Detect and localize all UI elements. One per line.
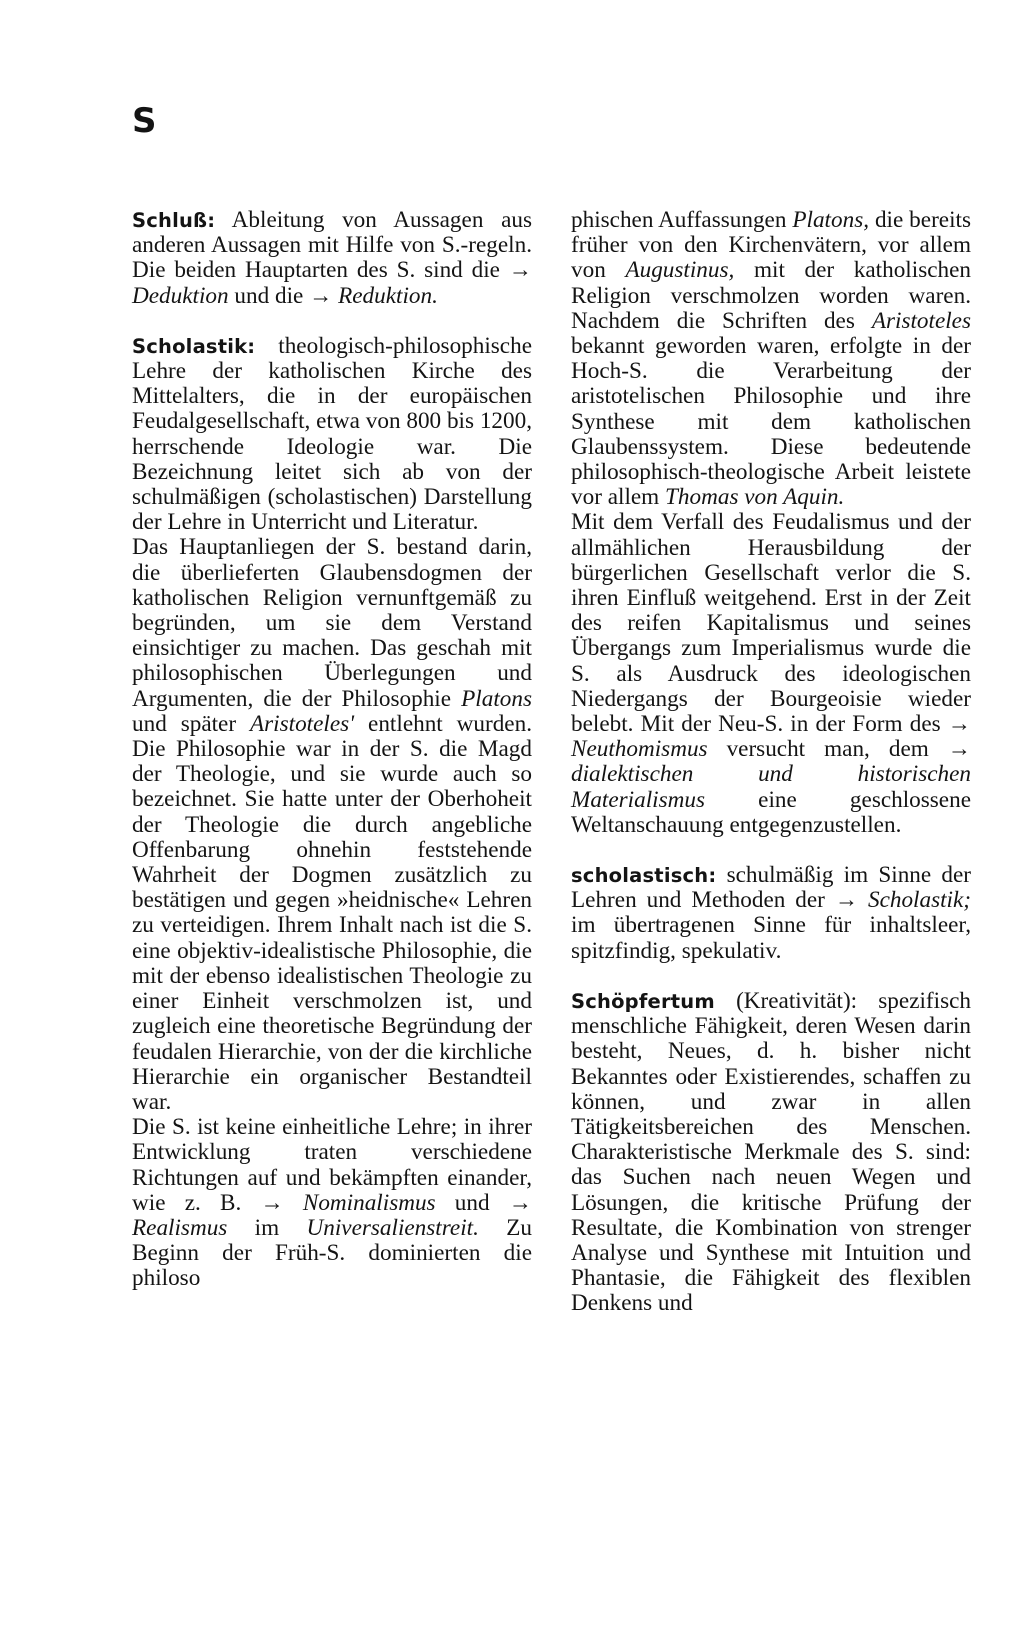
entry-headword: Schöpfertum — [571, 989, 715, 1013]
scholastik-paragraph-3 — [132, 1115, 532, 1291]
entry-text: phischen Auffassungen — [571, 207, 793, 233]
cross-reference-term: Augustinus, — [625, 257, 735, 284]
entry-scholastisch — [571, 863, 971, 964]
entry-headword: Scholastik: — [132, 334, 256, 358]
cross-reference-term: Aristoteles — [871, 307, 971, 334]
entry-text: mit der katholischen Religion verschmolzen worden waren. Nachdem die Schriften des — [571, 257, 971, 334]
entry-text: theologisch-philosophische Lehre der katholischen Kirche des Mittelalters, die in der europäischen Feudalgesellschaft, etwa von 800 bis 1200, herrschende Ideologie war. Die Bezeichnung leitet sich ab von der schulmäßigen (scholastischen) Darstellung der Lehre in Unterricht und Literatur. — [132, 332, 532, 536]
cross-reference-term: Realismus — [132, 1214, 228, 1241]
section-letter: S — [132, 101, 157, 141]
cross-reference-term: Universalienstreit. — [306, 1214, 479, 1241]
cross-reference-term: Nominalismus — [302, 1189, 436, 1216]
entry-headword: Schluß: — [132, 209, 216, 232]
entry-text: versucht man, dem → — [707, 736, 971, 763]
entry-text: Mit dem Verfall des Feudalismus und der allmählichen Herausbildung der bürgerlichen Gesellschaft verlor die S. ihren Einfluß weitgehend. Erst in der Zeit des reifen Kapitalismus und seines Übergangs zum Imperialismus wurde die S. als Ausdruck des ideologischen Niedergangs der Bourgeoisie wieder belebt. Mit der Neu-S. in der Form des → — [571, 509, 971, 738]
entry-headword: scholastisch: — [571, 864, 717, 888]
entry-text: die bereits früher von den Kirchenvätern, vor allem von — [571, 207, 971, 284]
entry-scholastik — [132, 334, 532, 536]
cross-reference-term: Deduktion — [132, 282, 229, 309]
scholastik-paragraph-2 — [132, 535, 532, 1115]
entry-text: (Kreativität): spezifisch menschliche Fähigkeit, deren Wesen darin besteht, Neues, d. h. bisher nicht Bekanntes oder Existierendes, schaffen zu können, und zwar in allen Tätigkeitsbereichen des Menschen. Charakteristische Merkmale des S. sind: das Suchen nach neuen Wegen und Lösungen, die kritische Prüfung der Resultate, die Kombination von strenger Analyse und Synthese mit Intuition und Phantasie, die Fähigkeit des flexiblen Denkens und — [571, 987, 971, 1317]
cross-reference-term: Scholastik; — [867, 887, 971, 914]
right-column — [571, 208, 971, 1317]
cross-reference-term: Aristoteles' — [249, 710, 355, 737]
cross-reference-term: Platons, — [792, 207, 870, 233]
entry-text: entlehnt wurden. Die Philosophie war in der S. die Magd der Theologie, und sie wurde auch so bezeichnet. Sie hatte unter der Oberhoheit der Theologie die durch angebliche Offenbarung ohnehin feststehende Wahrheit der Dogmen zusätzlich zu bestätigen und gegen »heidnische« Lehren zu verteidigen. Ihrem Inhalt nach ist die S. eine objektiv-idealistische Philosophie, die mit der ebenso idealistischen Theologie zu einer Einheit verschmolzen ist, und zugleich eine theoretische Begründung der feudalen Hierarchie, von der die kirchliche Hierarchie ein organischer Bestandteil war. — [132, 710, 532, 1115]
cross-reference-term: Reduktion. — [338, 282, 438, 309]
entry-text: im übertragenen Sinne für inhaltsleer, spitzfindig, spekulativ. — [571, 912, 971, 964]
entry-schluss — [132, 208, 532, 309]
entry-text: und später — [132, 710, 250, 737]
entry-text: Die S. ist keine einheitliche Lehre; in ihrer Entwicklung traten verschiedene Richtungen auf und bekämpften einander, wie z. B. → — [132, 1114, 532, 1216]
cross-reference-term: dialektischen und historischen Materialismus — [571, 761, 971, 813]
cross-reference-term: Thomas von Aquin. — [665, 484, 845, 511]
entry-schoepfertum — [571, 989, 971, 1317]
entry-text: im — [227, 1214, 307, 1241]
entry-text: und die → — [228, 282, 339, 309]
left-column — [132, 208, 532, 1292]
cross-reference-term: Neuthomismus — [571, 736, 708, 763]
entry-text: und → — [435, 1189, 532, 1216]
entry-text: Zu Beginn der Früh-S. dominierten die philoso — [132, 1214, 532, 1292]
entry-text: Ableitung von Aussagen aus anderen Aussagen mit Hilfe von S.-regeln. Die beiden Hauptarten des S. sind die → — [132, 207, 532, 284]
scholastik-paragraph-3-continued — [571, 208, 971, 510]
entry-text: schulmäßig im Sinne der Lehren und Methoden der → — [571, 862, 971, 914]
entry-text: bekannt geworden waren, erfolgte in der Hoch-S. die Verarbeitung der aristotelischen Philosophie und ihre Synthese mit dem katholischen Glaubenssystem. Diese bedeutende philosophisch-theologische Arbeit leistete vor allem — [571, 333, 971, 511]
entry-text: eine geschlossene Weltanschauung entgegenzustellen. — [571, 786, 971, 838]
cross-reference-term: Platons — [461, 685, 532, 712]
scholastik-paragraph-4 — [571, 510, 971, 838]
entry-text: Das Hauptanliegen der S. bestand darin, die überlieferten Glaubensdogmen der katholischen Religion vernunftgemäß zu begründen, um sie dem Verstand einsichtiger zu machen. Das geschah mit philosophischen Überlegungen und Argumenten, die der Philosophie — [132, 534, 532, 712]
